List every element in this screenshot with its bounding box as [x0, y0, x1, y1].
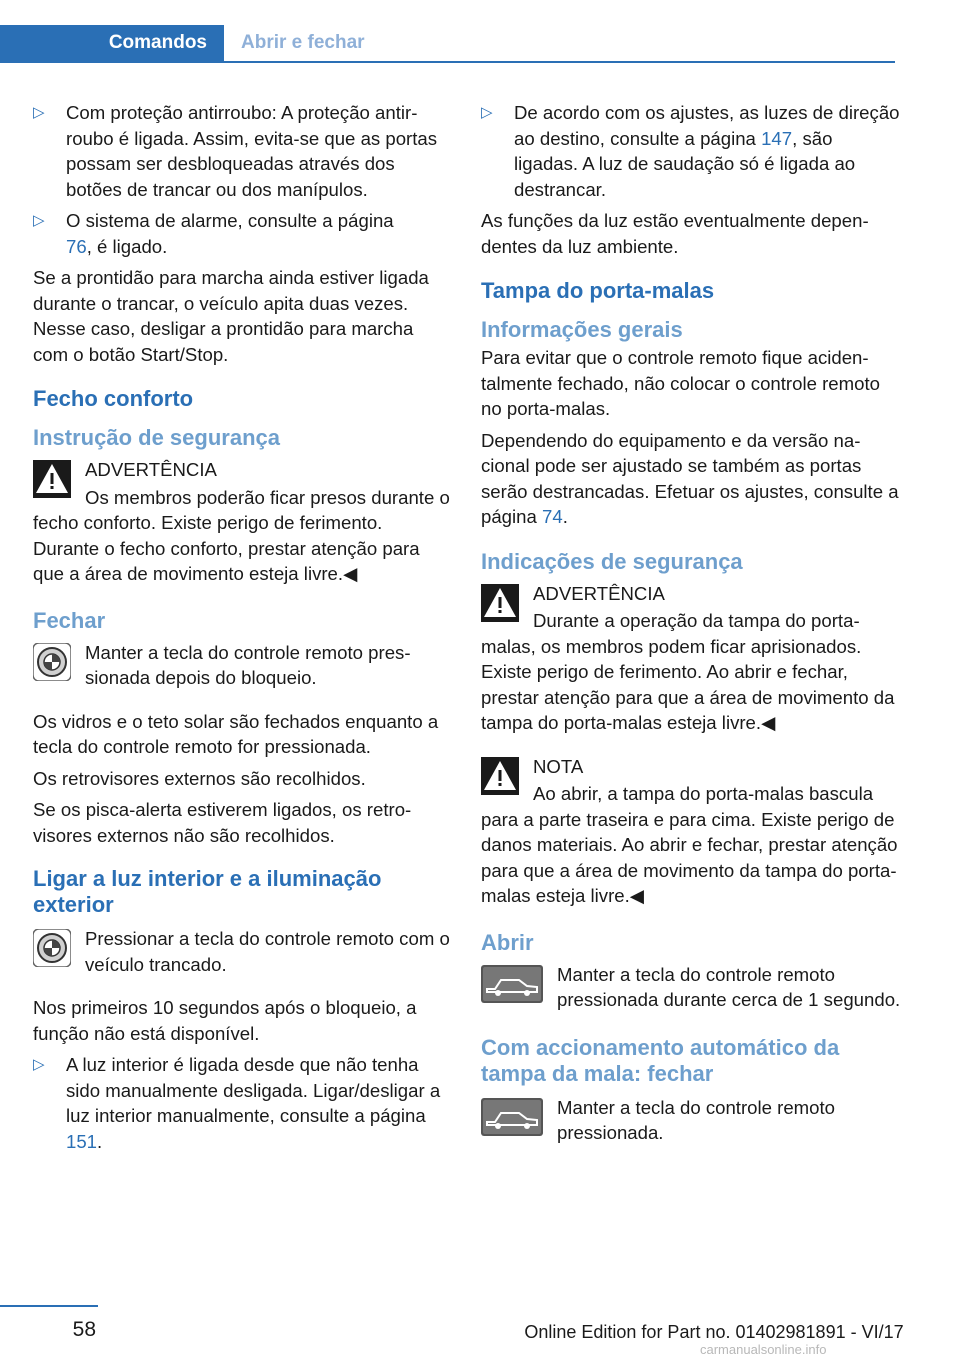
list-item: ▷ De acordo com os ajustes, as luzes de direção ao destino, consulte a página 147, são ligadas. A luz de saudação só é ligada ao destrancar. [481, 102, 900, 200]
subsection-heading: Abrir [481, 929, 534, 955]
edition-text: Online Edition for Part no. 01402981891 - VI/17 [524, 1322, 904, 1342]
note-block [481, 754, 901, 909]
warning-block [33, 457, 451, 587]
warning-title: ADVERTÊNCIA [533, 582, 665, 604]
instruction-text: Manter a tecla do controle remoto pressionada durante cerca de 1 segundo. [557, 963, 901, 1010]
list-item: ▷ Com proteção antirroubo: A proteção antirroubo é ligada. Assim, evita-se que as portas possam ser desbloqueadas através dos botões de trancar ou dos manípulos. [33, 102, 438, 200]
warning-text: Os membros poderão ficar presos durante o fecho conforto. Existe perigo de ferimento. Durante o fecho conforto, prestar atenção para que a área de movimento esteja livre.◀ [33, 486, 450, 584]
paragraph: Para evitar que o controle remoto fique acidentalmente fechado, não colocar o controle remoto no porta-malas. [481, 347, 880, 419]
warning-text: Durante a operação da tampa do porta-malas, os membros podem ficar aprisionados. Existe perigo de ferimento. Ao abrir e fechar, prestar atenção para que a área de movimento da tampa do porta-malas esteja livre.◀ [481, 610, 895, 733]
instruction-text: Pressionar a tecla do controle remoto com o veículo trancado. [85, 928, 450, 975]
page-link[interactable]: 76 [66, 235, 87, 257]
bmw-remote-icon [33, 643, 71, 681]
paragraph: Os retrovisores externos são recolhidos. [33, 767, 366, 789]
tab-comandos[interactable]: Comandos [0, 25, 224, 61]
warning-triangle-icon [481, 584, 519, 622]
note-text: Ao abrir, a tampa do porta-malas bascula para a parte traseira e para cima. Existe perigo de danos materiais. Ao abrir e fechar, prestar atenção para que a área de movimento da tampa do porta-malas esteja livre.◀ [481, 783, 898, 906]
paragraph: Se os pisca-alerta estiverem ligados, os retrovisores externos não são recolhidos. [33, 799, 412, 846]
car-trunk-icon [481, 965, 543, 1003]
paragraph: As funções da luz estão eventualmente dependentes da luz ambiente. [481, 210, 869, 257]
instruction-block [481, 1095, 901, 1146]
section-heading: Tampa do porta-malas [481, 278, 715, 303]
note-title: NOTA [533, 755, 584, 777]
instruction-text: Manter a tecla do controle remoto pressionada depois do bloqueio. [85, 641, 411, 688]
triangle-right-icon: ▷ [33, 212, 45, 229]
triangle-right-icon: ▷ [33, 1056, 45, 1073]
tab-abrir-e-fechar[interactable]: Abrir e fechar [241, 32, 365, 53]
instruction-block [33, 640, 451, 697]
instruction-block [481, 962, 901, 1013]
instruction-text: Manter a tecla do controle remoto pressionada. [557, 1096, 836, 1143]
page-link[interactable]: 151 [66, 1130, 98, 1152]
instruction-block [33, 926, 451, 983]
page-link[interactable]: 74 [542, 506, 563, 527]
right-column [481, 100, 901, 1152]
page-link[interactable]: 147 [761, 127, 793, 149]
list-item: ▷ A luz interior é ligada desde que não tenha sido manualmente desligada. Ligar/desligar a luz interior manualmente, consulte a página 151. [33, 1054, 441, 1152]
subsection-heading: Com accionamento automático da tampa da mala: fechar [481, 1034, 840, 1086]
left-column [33, 100, 451, 1160]
warning-block [481, 581, 901, 736]
list-item: ▷ O sistema de alarme, consulte a página 76, é ligado. [33, 210, 394, 257]
subsection-heading: Instrução de segurança [33, 425, 280, 450]
car-trunk-icon [481, 1098, 543, 1136]
warning-triangle-icon [33, 460, 71, 498]
footer-rule [0, 1305, 98, 1307]
subsection-heading: Indicações de segurança [481, 548, 743, 574]
paragraph: Nos primeiros 10 segundos após o bloqueio, a função não está disponível. [33, 997, 417, 1044]
subsection-heading: Fechar [33, 607, 106, 633]
bmw-remote-icon [33, 929, 71, 967]
watermark: carmanualsonline.info [700, 1342, 827, 1357]
section-heading: Fecho conforto [33, 386, 194, 411]
warning-title: ADVERTÊNCIA [85, 459, 217, 480]
triangle-right-icon: ▷ [33, 104, 45, 121]
page-number: 58 [72, 1318, 96, 1341]
paragraph: Se a prontidão para marcha ainda estiver ligada durante o trancar, o veículo apita duas vezes. Nesse caso, desligar a prontidão para marcha com o botão Start/Stop. [33, 267, 429, 365]
warning-triangle-icon [481, 757, 519, 795]
section-heading: Ligar a luz interior e a iluminação exterior [33, 866, 382, 917]
header-tabbar [0, 25, 895, 63]
subsection-heading: Informações gerais [481, 317, 683, 342]
paragraph: Os vidros e o teto solar são fechados enquanto a tecla do controle remoto for pressionada. [33, 710, 439, 757]
paragraph: Dependendo do equipamento e da versão nacional pode ser ajustado se também as portas serão destrancadas. Efetuar os ajustes, consulte a página 74. [481, 429, 899, 527]
triangle-right-icon: ▷ [481, 104, 493, 121]
